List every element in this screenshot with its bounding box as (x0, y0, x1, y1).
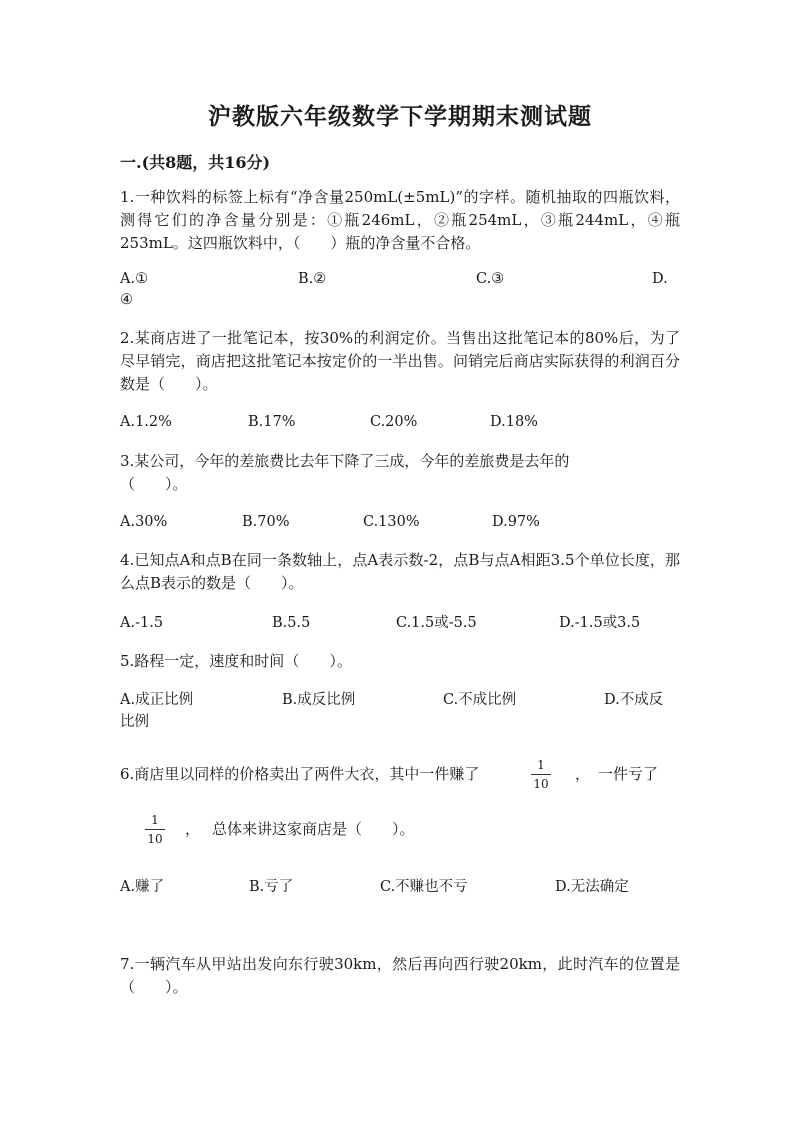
fraction-one-tenth (529, 758, 553, 791)
question-5-option-b: B.成反比例 (282, 692, 356, 708)
question-1-option-c: C.③ (476, 271, 505, 287)
question-6-comma: ， (575, 765, 591, 783)
question-3-text: 3.某公司，今年的差旅费比去年下降了三成，今年的差旅费是去年的 (120, 452, 570, 470)
question-1-option-a: A.① (120, 271, 149, 287)
fraction-numerator: 1 (537, 758, 545, 772)
question-1-option-d-continued: ④ (120, 292, 133, 308)
question-2-option-c: C.20% (370, 414, 418, 430)
question-5-option-c: C.不成比例 (443, 692, 517, 708)
question-5-text: 5.路程一定，速度和时间（ ）。 (120, 652, 352, 670)
fraction-numerator: 1 (151, 813, 159, 827)
fraction-denominator: 10 (533, 777, 549, 791)
question-2-option-a: A.1.2% (120, 414, 172, 430)
fraction-denominator: 10 (147, 832, 163, 846)
question-4-option-c: C.1.5或-5.5 (396, 615, 477, 631)
question-4-option-b: B.5.5 (272, 615, 311, 631)
question-3-option-d: D.97% (492, 514, 540, 530)
question-6-text-part-3: 总体来讲这家商店是（ ）。 (212, 820, 415, 838)
question-1-option-b: B.② (298, 271, 327, 287)
question-2-option-d: D.18% (490, 414, 538, 430)
question-5-option-d-continued: 比例 (120, 714, 149, 730)
question-6-option-a: A.赚了 (120, 879, 165, 895)
question-6-comma-2: ， (185, 820, 201, 838)
fraction-bar (531, 774, 551, 775)
question-3-option-a: A.30% (120, 514, 168, 530)
question-6-option-d: D.无法确定 (555, 879, 629, 895)
page-title: 沪教版六年级数学下学期期末测试题 (208, 103, 592, 130)
question-5-option-a: A.成正比例 (120, 692, 194, 708)
question-3-option-b: B.70% (242, 514, 290, 530)
question-4-text: 4.已知点A和点B在同一条数轴上，点A表示数-2，点B与点A相距3.5个单位长度，那么点B表示的数是（ ）。 (120, 551, 680, 592)
question-4-option-a: A.-1.5 (120, 615, 164, 631)
fraction-bar (145, 829, 165, 830)
question-6-text-part-2: 一件亏了 (598, 765, 659, 783)
question-5-option-d: D.不成反 (604, 692, 664, 708)
question-6-option-b: B.亏了 (249, 879, 294, 895)
question-6-text: 6.商店里以同样的价格卖出了两件大衣，其中一件赚了 (120, 765, 480, 783)
question-3-option-c: C.130% (363, 514, 420, 530)
section-heading: 一.(共8题，共16分) (120, 153, 271, 172)
question-2-text: 2.某商店进了一批笔记本，按30%的利润定价。当售出这批笔记本的80%后，为了尽早销完，商店把这批笔记本按定价的一半出售。问销完后商店实际获得的利润百分数是（ ）。 (120, 329, 680, 393)
question-6-option-c: C.不赚也不亏 (380, 879, 468, 895)
question-2-option-b: B.17% (248, 414, 296, 430)
fraction-one-tenth-2 (143, 813, 167, 846)
question-3-text-continued: （ ）。 (120, 475, 188, 493)
question-1-option-d: D. (652, 271, 668, 287)
question-7-text: 7.一辆汽车从甲站出发向东行驶30km，然后再向西行驶20km，此时汽车的位置是（ ）。 (120, 955, 680, 996)
question-1-text: 1.一种饮料的标签上标有“净含量250mL(±5mL)”的字样。随机抽取的四瓶饮料，测得它们的净含量分别是：①瓶246mL，②瓶254mL，③瓶244mL，④瓶253mL。这四瓶饮料中，（ ）瓶的净含量不合格。 (120, 188, 680, 252)
question-4-option-d: D.-1.5或3.5 (559, 615, 641, 631)
